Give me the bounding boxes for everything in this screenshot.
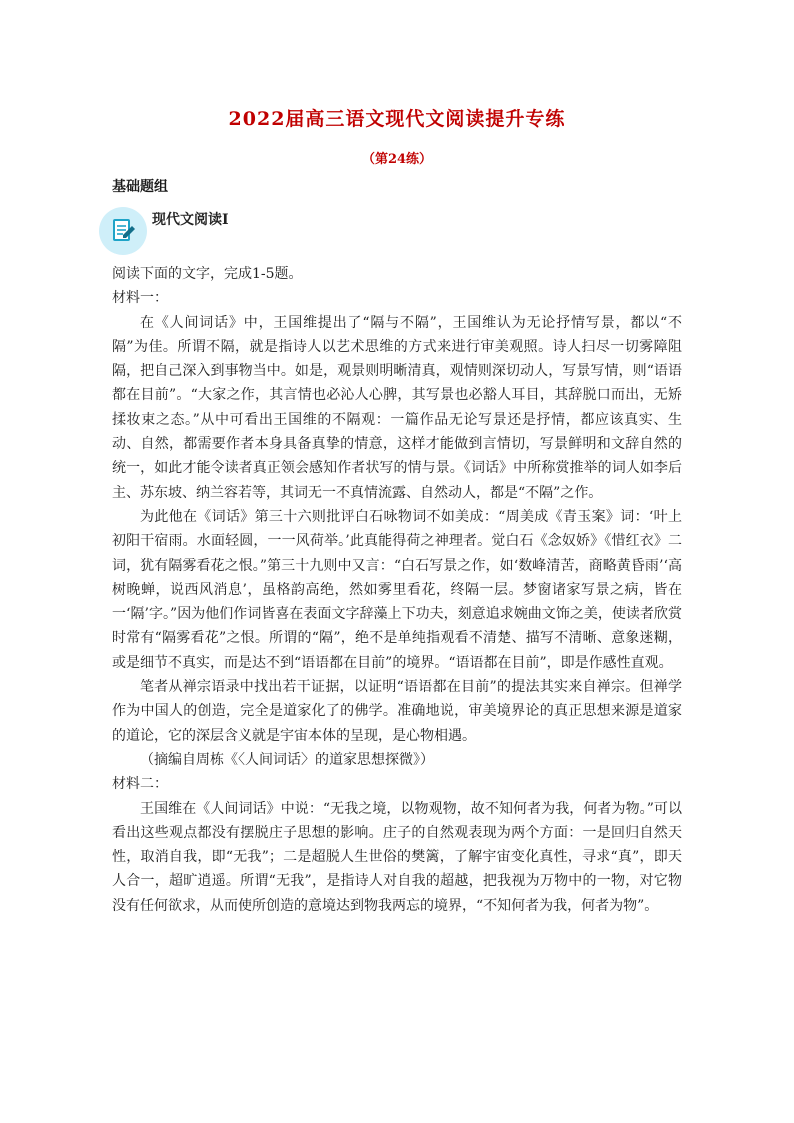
instruction: 阅读下面的文字，完成1-5题。 <box>112 266 303 282</box>
document-title: 2022届高三语文现代文阅读提升专练 <box>228 108 566 130</box>
material2-label: 材料二： <box>112 776 168 793</box>
section-title: 现代文阅读Ⅰ <box>152 212 229 228</box>
material1-label: 材料一： <box>112 290 168 307</box>
document-subtitle: （第24练） <box>361 152 433 167</box>
material1-paragraph-3: 笔者从禅宗语录中找出若干证据，以证明“语语都在目前”的提法其实来自禅宗。但禅学作为中国人的创造，完全是道家化了的佛学。准确地说，审美境界论的真正思想来源是道家的道论，它的深层含义就是宇宙本体的呈现，是心物相遇。 <box>112 679 682 744</box>
material1-source: （摘编自周栋《〈人间词话〉的道家思想探微》） <box>140 751 434 768</box>
material2-paragraph-1: 王国维在《人间词话》中说：“无我之境，以物观物，故不知何者为我，何者为物。”可以看出这些观点都没有摆脱庄子思想的影响。庄子的自然观表现为两个方面：一是回归自然天性，取消自我，即“无我”；二是超脱人生世俗的樊篱，了解宇宙变化真性，寻求“真”，即天人合一，超旷逍遥。所谓“无我”，是指诗人对自我的超越，把我视为万物中的一物，对它物没有任何欲求，从而使所创造的意境达到物我两忘的境界，“不知何者为我，何者为物”。 <box>112 800 682 914</box>
article-body <box>112 262 682 918</box>
group-label: 基础题组 <box>112 179 168 195</box>
material1-paragraph-1: 在《人间词话》中，王国维提出了“隔与不隔”，王国维认为无论抒情写景，都以“不隔”为佳。所谓不隔，就是指诗人以艺术思维的方式来进行审美观照。诗人扫尽一切雾障阻隔，把自己深入到事物当中。如是，观景则明晰清真，观情则深切动人，写景写情，则“语语都在目前”。“大家之作，其言情也必沁人心脾，其写景也必豁人耳目，其辞脱口而出，无矫揉妆束之态。”从中可看出王国维的不隔观：一篇作品无论写景还是抒情，都应该真实、生动、自然，都需要作者本身具备真挚的情意，这样才能做到言情切，写景鲜明和文辞自然的统一，如此才能令读者真正领会感知作者状写的情与景。《词话》中所称赏推举的词人如李后主、苏东坡、纳兰容若等，其词无一不真情流露、自然动人，都是“不隔”之作。 <box>112 314 682 501</box>
material1-paragraph-2: 为此他在《词话》第三十六则批评白石咏物词不如美成：“周美成《青玉案》词：‘叶上初阳干宿雨。水面轻圆，一一风荷举。’此真能得荷之神理者。觉白石《念奴娇》《惜红衣》二词，犹有隔雾看花之恨。”第三十九则中又言：“白石写景之作，如‘数峰清苦，商略黄昏雨’‘高树晚蝉，说西风消息’，虽格韵高绝，然如雾里看花，终隔一层。梦窗诸家写景之病，皆在一‘隔’字。”因为他们作词皆喜在表面文字辞藻上下功夫，刻意追求婉曲文饰之美，使读者欣赏时常有“隔雾看花”之恨。所谓的“隔”，绝不是单纯指观看不清楚、描写不清晰、意象迷糊，或是细节不真实，而是达不到“语语都在目前”的境界。“语语都在目前”，即是作感性直观。 <box>112 508 682 671</box>
notepad-pen-icon <box>99 207 147 255</box>
